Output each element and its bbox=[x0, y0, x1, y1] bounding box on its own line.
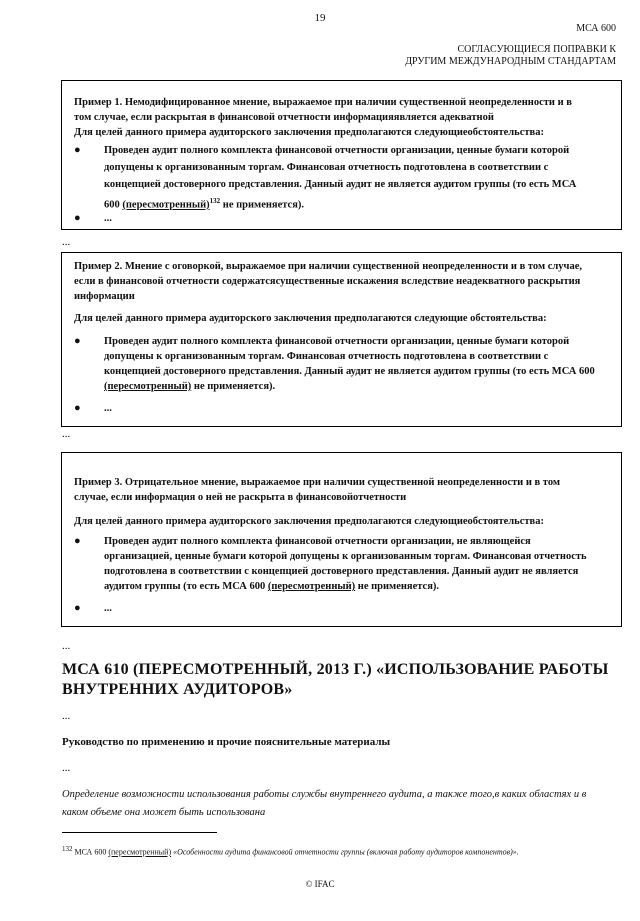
example-2-title-line2: если в финансовой отчетности содержатсясущественные искажения вследствие неадекватного раскрытия bbox=[74, 276, 581, 287]
page-number: 19 bbox=[314, 12, 326, 24]
example-3-title-line1: Пример 3. Отрицательное мнение, выражаемое при наличии существенной неопределенности и в том bbox=[74, 477, 561, 488]
example-2-bullet-line3: концепцией достоверного представления. Данный аудит не является аудитом группы (то есть МСА 600 bbox=[104, 366, 595, 377]
italic-line1: Определение возможности использования работы службы внутреннего аудита, а также того,в каких областях и в bbox=[62, 789, 587, 800]
italic-subheading bbox=[62, 786, 622, 822]
example-2-intro: Для целей данного примера аудиторского заключения предполагаются следующие обстоятельства: bbox=[74, 313, 547, 324]
revised-link: (пересмотренный) bbox=[267, 581, 356, 592]
example-3-bullet-line4 bbox=[104, 579, 604, 594]
example-1-line4-pre: 600 bbox=[104, 199, 123, 211]
footnote-underlined: (пересмотренный) bbox=[108, 847, 172, 857]
footnote-ref[interactable]: 132 bbox=[209, 197, 221, 205]
footnote bbox=[62, 845, 622, 857]
example-2-more: ... bbox=[104, 403, 112, 414]
header-title-line1: СОГЛАСУЮЩИЕСЯ ПОПРАВКИ К bbox=[457, 44, 616, 55]
example-2-bullet-line2: допущены к организованным торгам. Финансовая отчетность подготовлена в соответствии с bbox=[104, 351, 549, 362]
example-1-line4-post: не применяется). bbox=[220, 199, 304, 211]
revised-link: (пересмотренный) bbox=[104, 381, 192, 392]
header-standard-code: МСА 600 bbox=[576, 23, 616, 34]
ellipsis: ... bbox=[62, 428, 71, 440]
ellipsis: ... bbox=[62, 762, 71, 774]
footnote-link[interactable]: (пересмотренный) bbox=[122, 199, 210, 211]
example-1-bullet-line2: допущены к организованным торгам. Финансовая отчетность подготовлена в соответствии с bbox=[104, 162, 549, 173]
ellipsis: ... bbox=[62, 640, 71, 652]
example-1-more: ... bbox=[104, 213, 112, 224]
example-3-bullet-line3: подготовлена в соответствии с концепцией достоверного представления. Данный аудит не является bbox=[104, 566, 579, 577]
example-1-bullet-line3: концепцией достоверного представления. Данный аудит не является аудитом группы (то есть МСА bbox=[104, 179, 577, 190]
example-2-box bbox=[61, 252, 622, 427]
example-3-title-line2: случае, если информация о ней не раскрыта в финансовойотчетности bbox=[74, 492, 407, 503]
example-1-intro: Для целей данного примера аудиторского заключения предполагаются следующиеобстоятельства: bbox=[74, 127, 544, 138]
example-3-bullet-line2: организацией, ценные бумаги которой допущены к организованным торгам. Финансовая отчетность bbox=[104, 551, 587, 562]
example-3-line4-post: не применяется). bbox=[355, 581, 440, 592]
bullet-icon: ● bbox=[74, 335, 81, 347]
italic-line2: каком объеме она может быть использована bbox=[62, 807, 266, 818]
example-1-bullet-line4 bbox=[104, 194, 604, 213]
example-1-title-line1: Пример 1. Немодифицированное мнение, выражаемое при наличии существенной неопределенности и в bbox=[74, 97, 572, 108]
ellipsis: ... bbox=[62, 710, 71, 722]
copyright: © IFAC bbox=[305, 879, 335, 889]
footnote-divider bbox=[62, 832, 217, 833]
example-2-title-line1: Пример 2. Мнение с оговоркой, выражаемое при наличии существенной неопределенности и в том случае, bbox=[74, 261, 583, 272]
bullet-icon: ● bbox=[74, 144, 81, 156]
example-1-title-line2: том случае, если раскрытая в финансовой отчетности информацияявляется адекватной bbox=[74, 112, 494, 123]
example-2-bullet-line4 bbox=[104, 379, 604, 394]
example-1-bullet-line1: Проведен аудит полного комплекта финансовой отчетности организации, ценные бумаги которой bbox=[104, 145, 570, 156]
bullet-icon: ● bbox=[74, 212, 81, 224]
bullet-icon: ● bbox=[74, 402, 81, 414]
guidance-heading: Руководство по применению и прочие пояснительные материалы bbox=[62, 736, 391, 748]
bullet-icon: ● bbox=[74, 535, 81, 547]
example-2-bullet-line1: Проведен аудит полного комплекта финансовой отчетности организации, ценные бумаги которой bbox=[104, 336, 570, 347]
example-2-line4-post: не применяется). bbox=[191, 381, 276, 392]
example-3-line4-pre: аудитом группы (то есть МСА 600 bbox=[104, 581, 268, 592]
example-1-box bbox=[61, 80, 622, 230]
bullet-icon: ● bbox=[74, 602, 81, 614]
example-3-intro: Для целей данного примера аудиторского заключения предполагаются следующиеобстоятельства: bbox=[74, 516, 544, 527]
header-title-line2: ДРУГИМ МЕЖДУНАРОДНЫМ СТАНДАРТАМ bbox=[405, 56, 616, 67]
footnote-number: 132 bbox=[62, 845, 73, 853]
example-3-bullet-line1: Проведен аудит полного комплекта финансовой отчетности организации, не являющейся bbox=[104, 536, 531, 547]
example-3-more: ... bbox=[104, 603, 112, 614]
section-heading bbox=[62, 660, 622, 700]
ellipsis: ... bbox=[62, 236, 71, 248]
example-3-box bbox=[61, 452, 622, 627]
section-heading-line2: ВНУТРЕННИХ АУДИТОРОВ» bbox=[62, 681, 293, 698]
section-heading-line1: МСА 610 (ПЕРЕСМОТРЕННЫЙ, 2013 Г.) «ИСПОЛЬЗОВАНИЕ РАБОТЫ bbox=[62, 661, 609, 678]
example-2-title-line3: информации bbox=[74, 291, 135, 302]
footnote-pre: МСА 600 bbox=[74, 847, 109, 857]
footnote-title: «Особенности аудита финансовой отчетности группы (включая работу аудиторов компонентов)». bbox=[171, 847, 519, 857]
